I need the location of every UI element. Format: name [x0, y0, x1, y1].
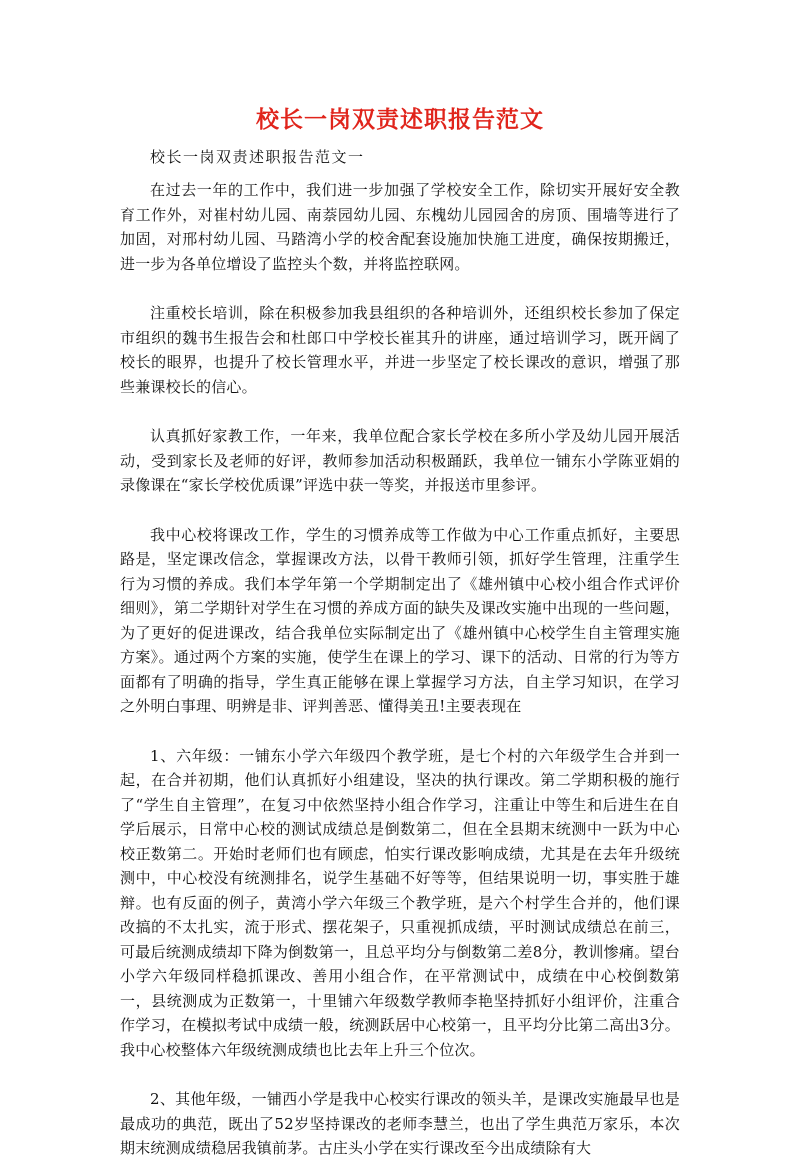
- document-subtitle: 校长一岗双责述职报告范文一: [150, 148, 365, 166]
- paragraph-safety-work: 在过去一年的工作中，我们进一步加强了学校安全工作，除切实开展好安全教育工作外，对崔村幼儿园、南萘园幼儿园、东槐幼儿园园舍的房顶、围墙等进行了加固，对邢村幼儿园、马踏湾小学的校舍配套设施加快施工进度，确保按期搬迁，进一步为各单位增设了监控头个数，并将监控联网。: [120, 181, 680, 273]
- document-title: 校长一岗双责述职报告范文: [256, 106, 544, 133]
- paragraph-curriculum-reform: 我中心校将课改工作，学生的习惯养成等工作做为中心工作重点抓好，主要思路是，坚定课改信念，掌握课改方法，以骨干教师引领，抓好学生管理，注重学生行为习惯的养成。我们本学年第一个学期制定出了《雄州镇中心校小组合作式评价细则》，第二学期针对学生在习惯的养成方面的缺失及课改实施中出现的一些问题，为了更好的促进课改，结合我单位实际制定出了《雄州镇中心校学生自主管理实施方案》。通过两个方案的实施，使学生在课上的学习、课下的活动、日常的行为等方面都有了明确的指导，学生真正能够在课上掌握学习方法，自主学习知识，在学习之外明白事理、明辨是非、评判善恶、懂得美丑!主要表现在: [120, 525, 680, 715]
- paragraph-grade-six: 1、六年级：一铺东小学六年级四个教学班，是七个村的六年级学生合并到一起，在合并初期，他们认真抓好小组建设，坚决的执行课改。第二学期积极的施行了“学生自主管理”，在复习中依然坚持小组合作学习，注重让中等生和后进生在自学后展示，日常中心校的测试成绩总是倒数第二，但在全县期末统测中一跃为中心校正数第二。开始时老师们也有顾虑，怕实行课改影响成绩，尤其是在去年升级统测中，中心校没有统测排名，说学生基础不好等等，但结果说明一切，事实胜于雄辩。也有反面的例子，黄湾小学六年级三个教学班，是六个村学生合并的，他们课改搞的不太扎实，流于形式、摆花架子，只重视抓成绩，平时测试成绩总在前三，可最后统测成绩却下降为倒数第一，且总平均分与倒数第二差8分，教训惨痛。望台小学六年级同样稳抓课改、善用小组合作，在平常测试中，成绩在中心校倒数第一，县统测成为正数第一，十里铺六年级数学教师李艳坚持抓好小组评价，注重合作学习，在模拟考试中成绩一般，统测跃居中心校第一，且平均分比第二高出3分。我中心校整体六年级统测成绩也比去年上升三个位次。: [120, 746, 680, 1059]
- paragraph-principal-training: 注重校长培训，除在积极参加我县组织的各种培训外，还组织校长参加了保定市组织的魏书生报告会和杜郎口中学校长崔其升的讲座，通过培训学习，既开阔了校长的眼界，也提升了校长管理水平，并进一步坚定了校长课改的意识，增强了那些兼课校长的信心。: [120, 304, 680, 396]
- paragraph-family-education: 认真抓好家教工作，一年来，我单位配合家长学校在多所小学及幼儿园开展活动，受到家长及老师的好评，教师参加活动积极踊跃，我单位一铺东小学陈亚娟的录像课在“家长学校优质课”评选中获一等奖，并报送市里参评。: [120, 427, 680, 494]
- paragraph-other-grades: 2、其他年级，一铺西小学是我中心校实行课改的领头羊，是课改实施最早也是最成功的典范，既出了52岁坚持课改的老师李慧兰，也出了学生典范万家乐，本次期末统测成绩稳居我镇前茅。古庄头小学在实行课改至今出成绩除有大: [120, 1090, 680, 1157]
- document-body: [120, 178, 680, 1161]
